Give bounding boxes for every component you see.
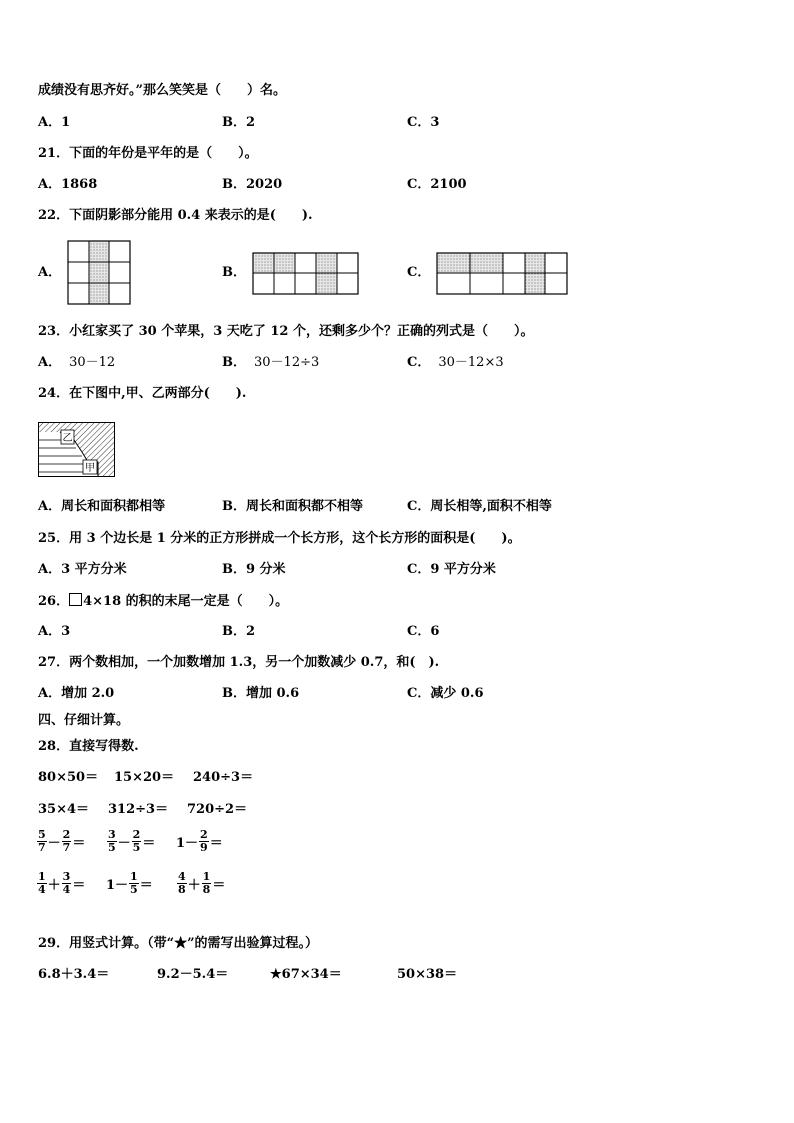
q28-stem: 28．直接写得数.: [38, 739, 139, 754]
q26-option-b[interactable]: B．2: [222, 624, 256, 639]
q23-option-a-label: A．: [38, 355, 62, 370]
q23-option-c[interactable]: [407, 355, 504, 371]
q28-frac-expr-3: 1－ $\frac{2}{9}$ ＝: [176, 828, 223, 854]
q29-item-3: ★67×34＝: [270, 967, 342, 982]
q24-option-a[interactable]: A．周长和面积都相等: [38, 499, 166, 514]
q28-frac-expr-4: $\frac{1}{4}$ ＋ $\frac{3}{4}$ ＝: [38, 870, 86, 896]
q23-option-c-label: C．: [407, 355, 431, 370]
q22-figure-b-grid: [253, 253, 358, 294]
q28-calc-6: 720÷2＝: [187, 802, 248, 817]
q22-stem: 22．下面阴影部分能用 0.4 来表示的是( ).: [38, 208, 313, 223]
q28-frac-expr-2: $\frac{3}{5}$ － $\frac{2}{5}$ ＝: [108, 828, 156, 854]
q28-frac-expr-5: 1－ $\frac{1}{5}$ ＝: [106, 870, 153, 896]
q28-calc-1: 80×50＝: [38, 770, 99, 785]
q29-item-1: 6.8＋3.4＝: [38, 967, 110, 982]
q20-option-c[interactable]: C．3: [407, 115, 440, 130]
q23-option-b-label: B．: [222, 355, 246, 370]
q26-stem: [38, 593, 288, 610]
q28-calc-5: 312÷3＝: [108, 802, 169, 817]
q22-figure-a-grid: [68, 241, 130, 304]
q26-text: 4×18 的积的末尾一定是（ ）。: [83, 594, 289, 609]
q21-option-a[interactable]: A．1868: [38, 177, 98, 192]
q24-figure: [38, 422, 116, 478]
q21-option-c[interactable]: C．2100: [407, 177, 467, 192]
q28-calc-2: 15×20＝: [114, 770, 175, 785]
q24-label-jia: 甲: [85, 463, 95, 474]
q25-option-c[interactable]: C．9 平方分米: [407, 562, 496, 577]
q20-option-b[interactable]: B．2: [222, 115, 256, 130]
section-4-heading: 四、仔细计算。: [38, 713, 130, 728]
blank-box: [69, 593, 82, 606]
q25-option-a[interactable]: A．3 平方分米: [38, 562, 127, 577]
q22-option-c-label[interactable]: C．: [407, 265, 431, 280]
q20-option-a[interactable]: A．1: [38, 115, 71, 130]
q26-option-a[interactable]: A．3: [38, 624, 71, 639]
q23-option-b[interactable]: [222, 355, 319, 371]
q23-option-a-expr: 30－12: [69, 355, 116, 370]
q29-item-4: 50×38＝: [397, 967, 458, 982]
q23-option-c-expr: 30－12×3: [438, 355, 504, 370]
q24-label-yi: 乙: [62, 433, 73, 444]
q21-option-b[interactable]: B．2020: [222, 177, 283, 192]
q20-stem-tail: 成绩没有思齐好。”那么笑笑是（ ）名。: [38, 83, 286, 98]
q27-option-b[interactable]: B．增加 0.6: [222, 686, 300, 701]
q23-option-b-expr: 30－12÷3: [254, 355, 320, 370]
q28-frac-expr-1: $\frac{5}{7}$ － $\frac{2}{7}$ ＝: [38, 828, 86, 854]
q27-option-a[interactable]: A．增加 2.0: [38, 686, 115, 701]
q23-stem: 23．小红家买了 30 个苹果，3 天吃了 12 个，还剩多少个？正确的列式是（ ）。: [38, 324, 534, 339]
q26-option-c[interactable]: C．6: [407, 624, 440, 639]
q27-stem: 27．两个数相加，一个加数增加 1.3，另一个加数减少 0.7，和( ).: [38, 655, 440, 670]
q26-number: 26．: [38, 594, 70, 609]
q22-figures: [0, 0, 794, 320]
q22-option-a-label[interactable]: A．: [38, 265, 62, 280]
q28-frac-expr-6: $\frac{4}{8}$ ＋ $\frac{1}{8}$ ＝: [178, 870, 226, 896]
q29-item-2: 9.2－5.4＝: [157, 967, 229, 982]
q24-option-b[interactable]: B．周长和面积都不相等: [222, 499, 363, 514]
q25-stem: 25．用 3 个边长是 1 分米的正方形拼成一个长方形，这个长方形的面积是( )。: [38, 531, 521, 546]
q24-option-c[interactable]: C．周长相等,面积不相等: [407, 499, 552, 514]
q23-option-a[interactable]: [38, 355, 115, 371]
q22-option-b-label[interactable]: B．: [222, 265, 246, 280]
q28-calc-3: 240÷3＝: [193, 770, 254, 785]
q27-option-c[interactable]: C．减少 0.6: [407, 686, 484, 701]
q24-stem: 24．在下图中,甲、乙两部分( ).: [38, 386, 247, 401]
q25-option-b[interactable]: B．9 分米: [222, 562, 286, 577]
q22-figure-c-grid: [437, 253, 567, 294]
q29-stem: 29．用竖式计算。（带“★”的需写出验算过程。）: [38, 936, 319, 951]
q21-stem: 21．下面的年份是平年的是（ ）。: [38, 146, 258, 161]
q28-calc-4: 35×4＝: [38, 802, 90, 817]
